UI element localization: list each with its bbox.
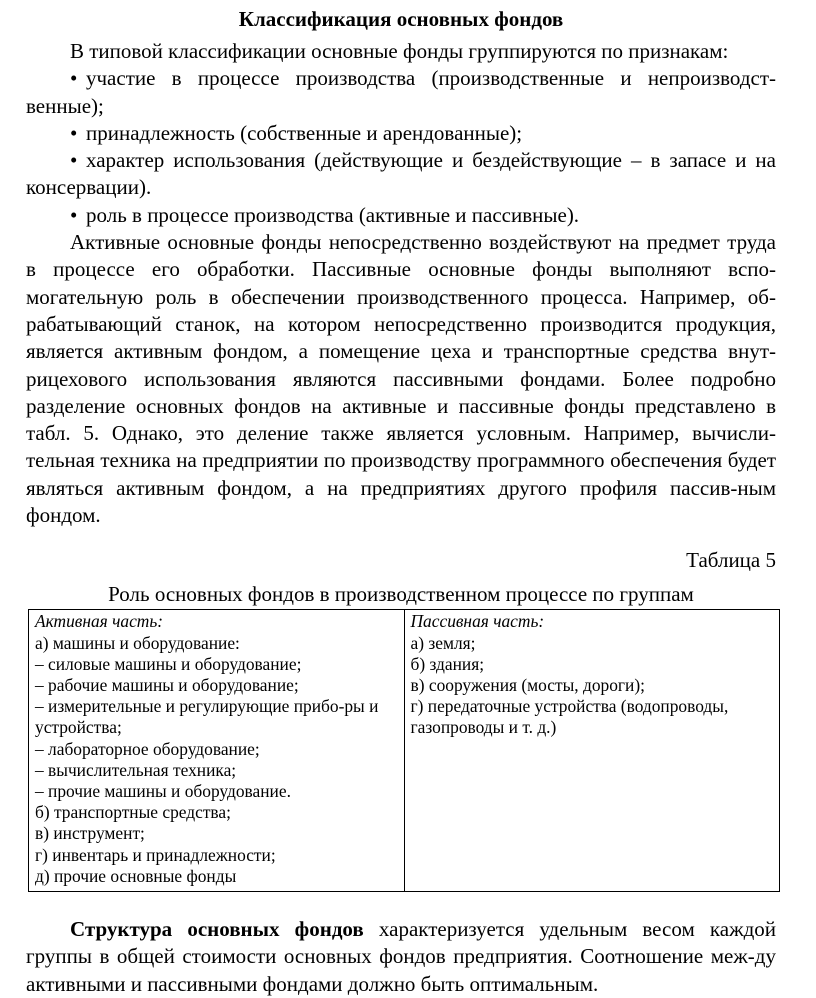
active-line: а) машины и оборудование:	[35, 632, 240, 653]
passive-line: г) передаточные устройства (водопроводы, газопроводы и т. д.)	[410, 696, 729, 738]
active-line: – вычислительная техника;	[35, 759, 237, 780]
main-paragraph: Активные основные фонды непосредственно воздействуют на предмет труда в процессе его обработки. Пассивные основные фонды выполняют вспо-могательную роль в обеспечении производственного процесса. Например, об-рабатывающий станок, на котором непосредственно производится продукция, является активным фондом, а помещение цеха и транспортные средства внут-рицехового использования являются пассивными фондами. Более подробно разделение основных фондов на активные и пассивные фонды представлено в табл. 5. Однако, это деление также является условным. Например, вычисли-тельная техника на предприятии по производству программного обеспечения будет являться активным фондом, а на предприятиях другого профиля пассив-ным фондом.	[26, 230, 776, 528]
table-row	[29, 610, 780, 892]
final-paragraph-text: характеризуется удельным весом каждой группы в общей стоимости основных фондов предприятия. Соотношение меж-ду активными и пассивными фондами должно быть оптимальным.	[26, 916, 777, 996]
active-line: г) инвентарь и принадлежности;	[35, 844, 276, 865]
table-caption: Таблица 5	[686, 548, 776, 573]
passive-line: в) сооружения (мосты, дороги);	[410, 674, 645, 695]
list-item	[26, 120, 776, 147]
bullet-icon: •	[70, 148, 78, 173]
passive-line: б) здания;	[410, 653, 485, 674]
page-title: Классификация основных фондов	[238, 7, 564, 31]
passive-part-cell	[404, 610, 780, 892]
bullet-icon: •	[70, 202, 78, 227]
active-line: – измерительные и регулирующие прибо-ры и устройства;	[35, 696, 379, 738]
table-title: Роль основных фондов в производственном процессе по группам	[108, 582, 694, 607]
passive-part-heading: Пассивная часть:	[410, 611, 545, 632]
list-item-text: участие в процессе производства (производственные и непроизводст-венные);	[26, 66, 776, 118]
active-line: – силовые машины и оборудование;	[35, 653, 302, 674]
list-item	[26, 202, 776, 229]
bullet-icon: •	[70, 66, 78, 91]
list-item	[26, 147, 776, 202]
intro-paragraph: В типовой классификации основные фонды группируются по признакам:	[70, 39, 729, 63]
active-line: – прочие машины и оборудование.	[35, 780, 291, 801]
list-item-text: роль в процессе производства (активные и пассивные).	[86, 202, 580, 227]
final-paragraph	[26, 916, 776, 998]
active-line: – лабораторное оборудование;	[35, 738, 260, 759]
active-line: д) прочие основные фонды	[35, 865, 237, 886]
list-item-text: характер использования (действующие и бездействующие – в запасе и на консервации).	[26, 148, 776, 200]
funds-table	[28, 609, 780, 892]
active-line: б) транспортные средства;	[35, 802, 231, 823]
list-item-text: принадлежность (собственные и арендованные);	[86, 120, 523, 145]
bullet-icon: •	[70, 120, 78, 145]
list-item	[26, 65, 776, 120]
active-line: в) инструмент;	[35, 823, 145, 844]
active-part-cell	[29, 610, 405, 892]
active-line: – рабочие машины и оборудование;	[35, 674, 299, 695]
bold-term: Структура основных фондов	[70, 916, 364, 941]
passive-line: а) земля;	[410, 632, 476, 653]
active-part-heading: Активная часть:	[35, 611, 164, 632]
document-page	[0, 6, 816, 996]
